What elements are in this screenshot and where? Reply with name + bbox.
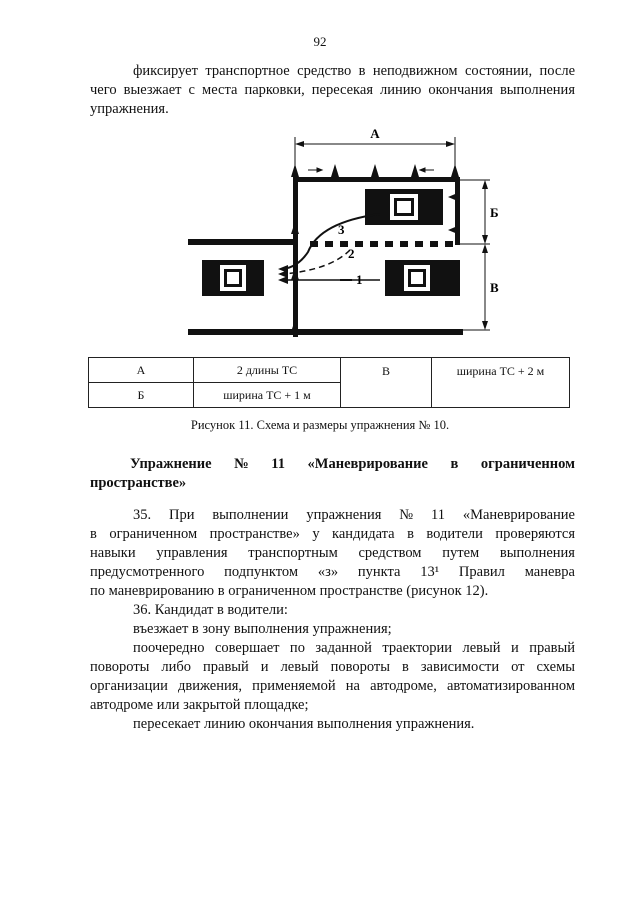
intro-paragraph: [90, 62, 575, 119]
intro-line: фиксирует транспортное средство в неподвижном состоянии, после: [133, 63, 575, 79]
word: водители: [426, 526, 483, 542]
word: кандидата: [332, 526, 395, 542]
p35-line-2: [90, 525, 575, 544]
word: у: [312, 526, 320, 542]
item2-line: поочередно совершает по заданной траектории левый и правый: [133, 640, 575, 656]
exercise-heading: [130, 455, 575, 474]
word: 35.: [133, 507, 152, 523]
table-cell-b-label: Б: [89, 383, 194, 408]
p35-line-4: [90, 563, 575, 582]
dashed-parking-line: [310, 241, 453, 247]
top-boundary: [293, 177, 458, 182]
start-line: [293, 177, 298, 337]
word: 11: [430, 507, 445, 523]
bottom-boundary: [188, 329, 463, 335]
word: Правил: [458, 564, 505, 580]
word: путем: [442, 545, 480, 561]
list-item-turns: [90, 639, 575, 715]
dimension-a-arrow-right: [446, 141, 455, 147]
dimension-a-arrow-left: [295, 141, 304, 147]
item2-line: автодроме или закрытой площадке;: [90, 697, 309, 713]
table-row: [89, 358, 570, 383]
list-item-enter-zone: въезжает в зону выполнения упражнения;: [133, 621, 392, 637]
p36-intro: 36. Кандидат в водители:: [133, 602, 288, 618]
paragraph-35: [90, 506, 575, 601]
table-cell-b-value: ширина ТС + 1 м: [194, 383, 341, 408]
heading-word: 11: [271, 456, 285, 472]
word: пространстве»: [209, 526, 300, 542]
figure-caption: Рисунок 11. Схема и размеры упражнения № 10.: [190, 418, 450, 432]
table-cell-a-value: 2 длины ТС: [194, 358, 341, 383]
item2-line: организации движения, применяемой на автодроме, автоматизированном: [90, 678, 575, 694]
dimensions-table: [88, 357, 570, 408]
heading-word: Упражнение: [130, 456, 212, 472]
heading-word: «Маневрирование: [307, 456, 428, 472]
word: ограниченном: [109, 526, 198, 542]
word: в: [90, 526, 97, 542]
heading-word: в: [450, 456, 459, 472]
word: навыки: [90, 545, 136, 561]
heading-line-1: [130, 455, 575, 474]
p35-line-3: [90, 544, 575, 563]
word: «з»: [317, 564, 339, 580]
left-upper-boundary: [188, 239, 298, 245]
word: в: [407, 526, 414, 542]
word: №: [399, 507, 414, 523]
word: транспортным: [248, 545, 338, 561]
paragraph-36: [90, 601, 575, 734]
right-end-line: [455, 177, 460, 245]
word: предусмотренного: [90, 564, 205, 580]
word: При: [168, 507, 195, 523]
right-cone-upper: [448, 192, 460, 202]
p35-line-5: по маневрированию в ограниченном пространстве (рисунок 12).: [90, 583, 489, 599]
item2-line: повороты либо правый и левый повороты в зависимости от схемы: [90, 659, 575, 675]
word: «Маневрирование: [462, 507, 575, 523]
word: 13¹: [420, 564, 440, 580]
label-a: А: [370, 126, 380, 141]
path-label-2: 2: [348, 246, 355, 261]
list-item-cross-finish: пересекает линию окончания выполнения упражнения.: [133, 716, 475, 732]
path-label-1: 1: [356, 272, 363, 287]
word: маневра: [524, 564, 575, 580]
page-number: 92: [313, 34, 327, 49]
word: выполнении: [212, 507, 289, 523]
heading-word: ограниченном: [480, 456, 575, 472]
intro-line: чего выезжает с места парковки, пересекая линию окончания выполнения: [90, 82, 575, 98]
word: средством: [358, 545, 422, 561]
right-cone-lower: [448, 225, 460, 235]
word: упражнения: [306, 507, 382, 523]
word: выполнения: [499, 545, 575, 561]
heading-line-2: пространстве»: [90, 475, 187, 491]
word: управления: [156, 545, 228, 561]
exercise-diagram: [180, 122, 510, 344]
word: проверяются: [495, 526, 575, 542]
table-cell-v-label: В: [341, 358, 432, 408]
p35-line-1: [90, 506, 575, 525]
table-cell-v-value: ширина ТС + 2 м: [432, 358, 570, 408]
label-b: Б: [490, 205, 499, 220]
word: пункта: [357, 564, 401, 580]
label-v: В: [490, 280, 499, 295]
word: подпунктом: [224, 564, 299, 580]
path-label-3: 3: [338, 222, 345, 237]
intro-line: упражнения.: [90, 101, 169, 117]
heading-word: №: [234, 456, 249, 472]
table-cell-a-label: А: [89, 358, 194, 383]
